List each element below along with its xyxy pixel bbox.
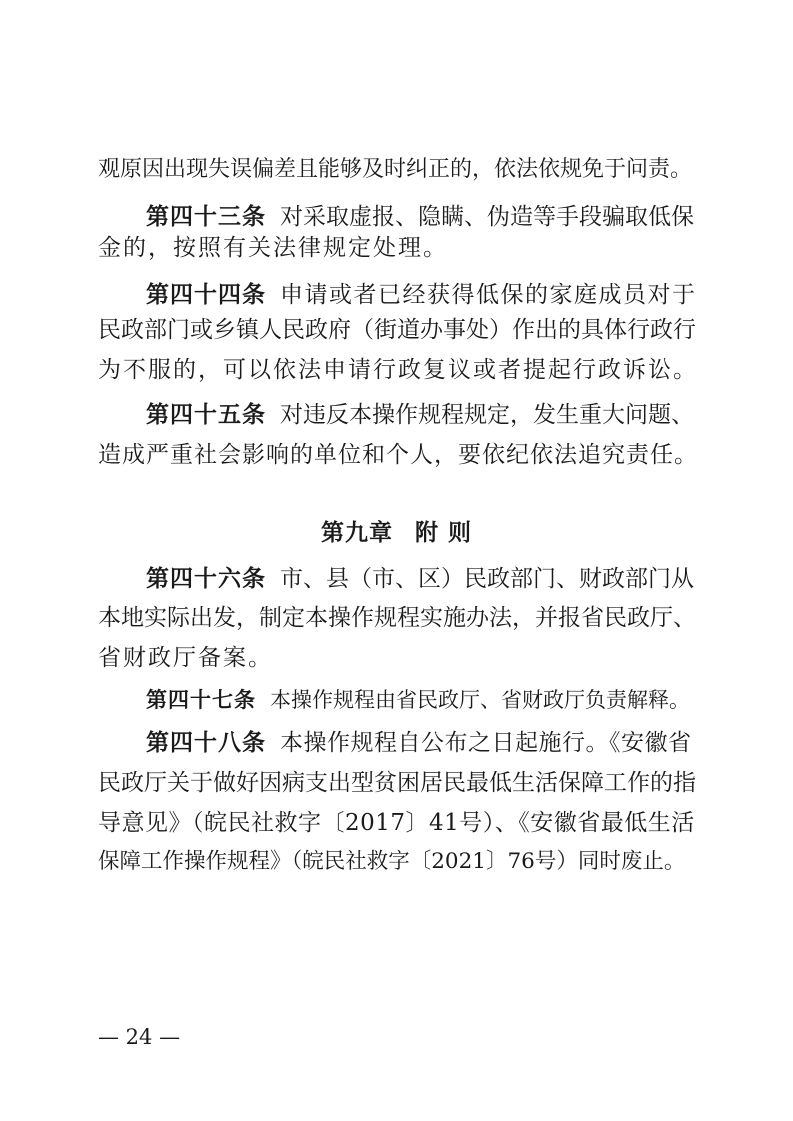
- line-text: 市、县（市、区）民政部门、财政部门从: [280, 566, 694, 592]
- article-46-first-line: [146, 564, 698, 594]
- article-48-first-line: [146, 728, 698, 758]
- line-text: 保障工作操作规程》（皖民社救字〔2021〕76号）同时废止。: [98, 849, 686, 874]
- article-number: 第四十五条: [146, 402, 266, 428]
- line-text: 民政厅关于做好因病支出型贫困居民最低生活保障工作的指: [98, 770, 696, 796]
- text-line: [98, 768, 698, 798]
- chapter-title: 附 则: [414, 520, 472, 546]
- text-line: [98, 603, 698, 633]
- text-line: [98, 643, 698, 673]
- line-text: 观原因出现失误偏差且能够及时纠正的，依法依规免于问责。: [98, 157, 693, 182]
- article-43-first-line: [146, 202, 698, 232]
- article-number: 第四十六条: [146, 566, 266, 592]
- article-number: 第四十八条: [146, 730, 266, 756]
- line-text: 对采取虚报、隐瞒、伪造等手段骗取低保: [280, 204, 694, 230]
- text-line: [98, 155, 698, 185]
- text-line: [98, 440, 698, 470]
- line-text: 省财政厅备案。: [98, 645, 273, 671]
- line-text: 本地实际出发，制定本操作规程实施办法，并报省民政厅、: [98, 605, 696, 631]
- line-text: 本操作规程自公布之日起施行。《安徽省: [280, 730, 692, 756]
- article-number: 第四十四条: [146, 282, 266, 308]
- line-text: 对违反本操作规程规定，发生重大问题、: [280, 402, 694, 428]
- line-text: 造成严重社会影响的单位和个人，要依纪依法追究责任。: [98, 442, 698, 468]
- text-line: [98, 233, 698, 263]
- article-45-first-line: [146, 400, 698, 430]
- article-number: 第四十七条: [146, 688, 256, 712]
- text-line: [98, 355, 698, 385]
- line-text: 导意见》（皖民社救字〔2017〕41号）、《安徽省最低生活: [98, 810, 695, 836]
- article-number: 第四十三条: [146, 204, 266, 230]
- page-number: — 24 —: [98, 1025, 181, 1049]
- line-text: 民政部门或乡镇人民政府（街道办事处）作出的具体行政行: [98, 317, 696, 343]
- chapter-heading: [0, 518, 793, 548]
- article-44-first-line: [146, 280, 698, 310]
- text-line: [98, 315, 698, 345]
- line-text: 金的，按照有关法律规定处理。: [98, 235, 448, 261]
- text-line: [98, 847, 698, 877]
- line-text: 申请或者已经获得低保的家庭成员对于: [280, 282, 697, 308]
- line-text: 为不服的，可以依法申请行政复议或者提起行政诉讼。: [98, 357, 698, 383]
- article-47-line: [146, 685, 698, 715]
- chapter-number: 第九章: [320, 520, 393, 546]
- line-text: 本操作规程由省民政厅、省财政厅负责解释。: [270, 688, 690, 712]
- text-line: [98, 808, 698, 838]
